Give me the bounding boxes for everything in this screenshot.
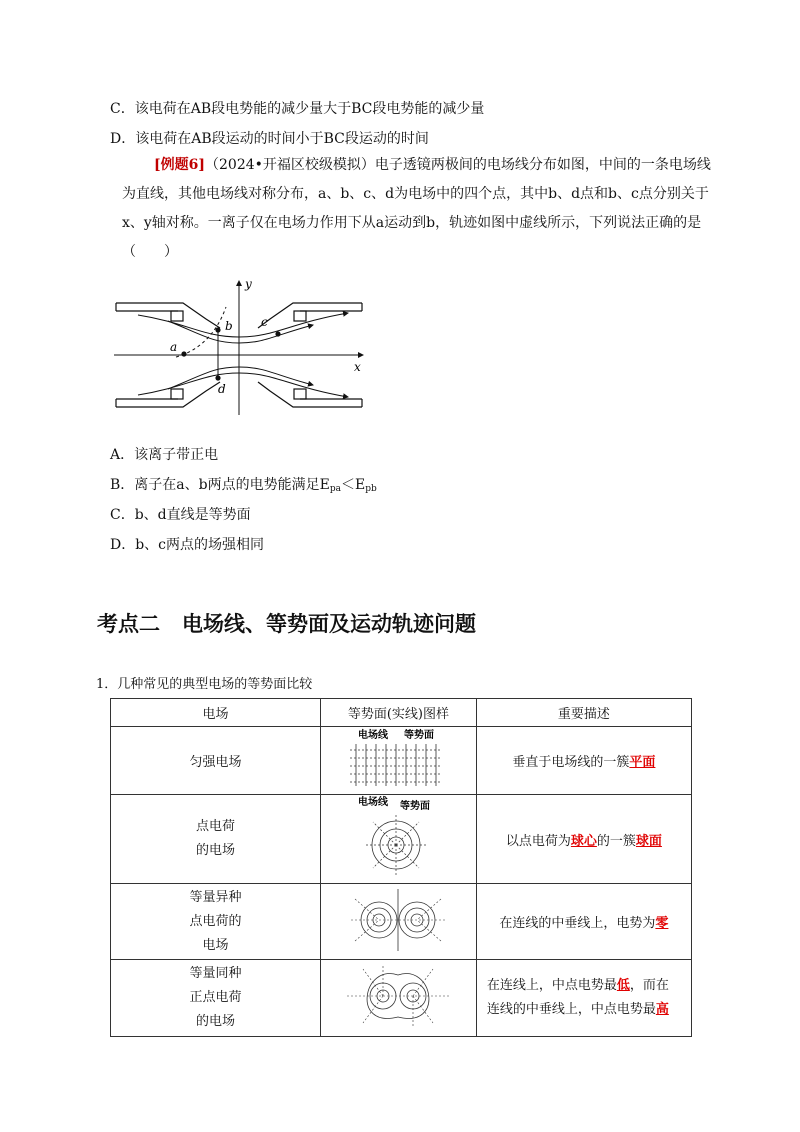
equipotential-table xyxy=(110,698,692,1037)
row-desc: 以点电荷为球心的一簇球面 xyxy=(476,795,691,884)
example-label: [例题6] xyxy=(154,157,205,173)
answer-c: C．b、d直线是等势面 xyxy=(110,507,251,523)
row-field: 匀强电场 xyxy=(111,727,321,795)
point-charge-figure xyxy=(348,795,448,879)
svg-text:等势面: 等势面 xyxy=(400,801,431,812)
table-header-row xyxy=(111,699,692,727)
option-c-previous: C．该电荷在AB段电势能的减少量大于BC段电势能的减少量 xyxy=(110,101,485,117)
point-d-label: d xyxy=(218,382,226,396)
answer-b: B．离子在a、b两点的电势能满足$E_{pa}<E_{pb}$ xyxy=(110,477,377,494)
point-b-label: b xyxy=(225,319,233,333)
point-a-label: a xyxy=(170,340,178,354)
row-desc: 垂直于电场线的一簇平面 xyxy=(476,727,691,795)
item-1-title: 1．几种常见的典型电场的等势面比较 xyxy=(96,677,313,692)
svg-text:电场线: 电场线 xyxy=(358,797,389,808)
table-row xyxy=(111,795,692,884)
header-desc: 重要描述 xyxy=(476,699,691,727)
y-axis-label: y xyxy=(245,277,252,291)
table-row xyxy=(111,960,692,1037)
row-desc: 在连线的中垂线上，电势为零 xyxy=(476,884,691,960)
opposite-charges-figure xyxy=(343,887,453,953)
like-charges-figure xyxy=(343,963,453,1029)
answer-d: D．b、c两点的场强相同 xyxy=(110,537,265,553)
row-field: 点电荷 的电场 xyxy=(111,795,321,884)
answer-a: A．该离子带正电 xyxy=(110,447,219,463)
electron-lens-figure xyxy=(108,275,370,415)
section-heading: 考点二 电场线、等势面及运动轨迹问题 xyxy=(97,612,476,636)
row-desc: 在连线上，中点电势最低，而在连线的中垂线上，中点电势最高 xyxy=(476,960,691,1037)
option-d-previous: D．该电荷在AB段运动的时间小于BC段运动的时间 xyxy=(110,131,429,147)
header-field: 电场 xyxy=(111,699,321,727)
svg-text:电场线: 电场线 xyxy=(358,729,389,741)
row-field: 等量异种 点电荷的 电场 xyxy=(111,884,321,960)
row-pattern xyxy=(321,960,477,1037)
svg-text:等势面: 等势面 xyxy=(404,729,435,741)
example-question xyxy=(122,151,714,267)
header-pattern: 等势面(实线)图样 xyxy=(321,699,477,727)
uniform-field-figure xyxy=(338,728,458,790)
row-field: 等量同种 正点电荷 的电场 xyxy=(111,960,321,1037)
point-c-label: c xyxy=(261,315,268,329)
table-row xyxy=(111,884,692,960)
row-pattern xyxy=(321,727,477,795)
row-pattern xyxy=(321,795,477,884)
example-text: （2024•开福区校级模拟）电子透镜两极间的电场线分布如图，中间的一条电场线为直线，其他电场线对称分布，a、b、c、d为电场中的四个点，其中b、d点和b、c点分别关于x、y轴对称。一离子仅在电场力作用下从a运动到b，轨迹如图中虚线所示，下列说法正确的是（ ） xyxy=(122,157,711,260)
x-axis-label: x xyxy=(354,360,361,374)
table-row xyxy=(111,727,692,795)
row-pattern xyxy=(321,884,477,960)
